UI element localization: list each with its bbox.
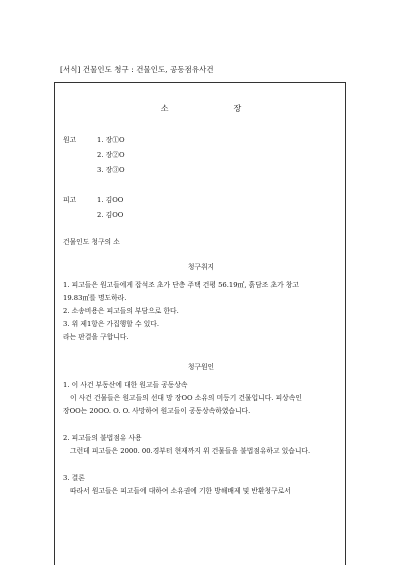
case-name: 건물인도 청구의 소 (63, 238, 120, 246)
cause-section2-line1: 그런데 피고들은 2000. 00.경부터 현재까지 위 건물들을 불법점유하고 있습니다. (70, 447, 311, 455)
claim-purpose-item3: 3. 위 제1항은 가집행할 수 있다. (63, 320, 159, 328)
cause-section3-heading: 3. 결론 (63, 474, 85, 482)
plaintiff-2: 2. 장②O (97, 151, 125, 159)
document-frame (54, 82, 346, 565)
plaintiff-label: 원고 (63, 136, 77, 144)
cause-section2-heading: 2. 피고들의 불법점유 사용 (63, 434, 142, 442)
defendant-label: 피고 (63, 196, 77, 204)
title-char-left: 소 (160, 104, 169, 113)
plaintiff-3: 3. 장③O (97, 166, 125, 174)
document-title (55, 105, 347, 113)
claim-purpose-closing: 라는 판결을 구합니다. (63, 333, 129, 341)
claim-purpose-heading: 청구취지 (187, 263, 215, 271)
claim-purpose-item1-line2: 19.83㎡를 명도하라. (63, 294, 127, 302)
cause-section1-line1: 이 사건 건물들은 원고들의 선대 망 장OO 소유의 미등기 건물입니다. 피상속인 (70, 394, 302, 402)
claim-cause-heading: 청구원인 (187, 363, 215, 371)
cause-section1-heading: 1. 이 사건 부동산에 대한 원고들 공동상속 (63, 381, 188, 389)
cause-section3-line1: 따라서 원고들은 피고들에 대하여 소유권에 기한 방해배제 및 반환청구로서 (70, 487, 291, 495)
claim-purpose-item2: 2. 소송비용은 피고들의 부담으로 한다. (63, 307, 179, 315)
claim-purpose-item1-line1: 1. 피고들은 원고들에게 잡석조 초가 단층 주택 건평 56.19㎡, 흙담조 초가 창고 (63, 281, 299, 289)
plaintiff-1: 1. 장①O (97, 136, 125, 144)
title-char-right: 장 (233, 104, 242, 113)
defendant-1: 1. 김OO (97, 196, 124, 204)
defendant-2: 2. 김OO (97, 211, 124, 219)
cause-section1-line2: 장OO는 20OO. O. O. 사망하여 원고들이 공동상속하였습니다. (63, 407, 251, 415)
form-header: [서식] 건물인도 청구 : 건물인도, 공동점유사건 (60, 65, 214, 74)
